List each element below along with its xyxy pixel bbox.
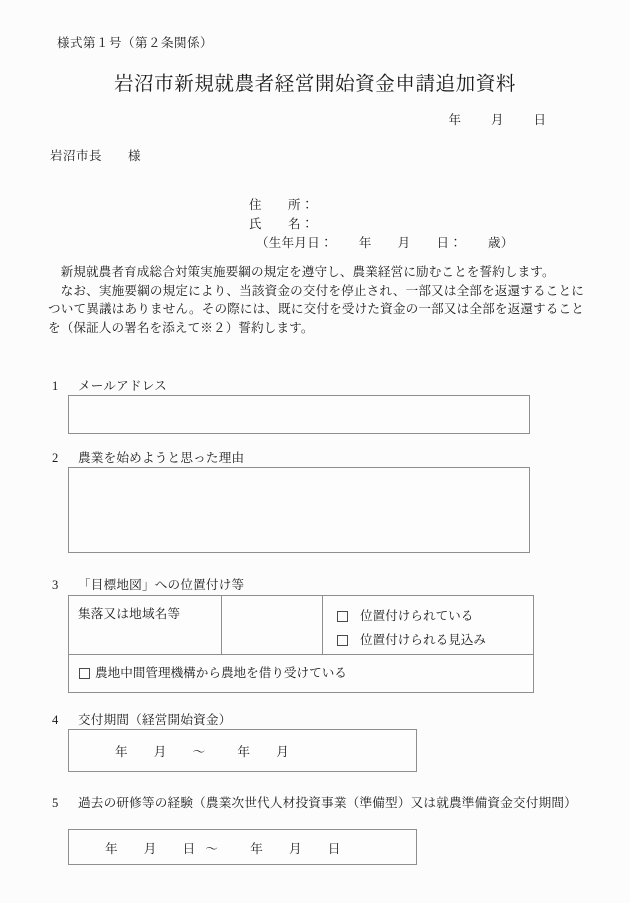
- item-4-start-month: 月: [153, 745, 167, 759]
- item-3-table: [68, 595, 534, 693]
- date-month-label: 月: [490, 113, 504, 127]
- date-year-label: 年: [448, 113, 461, 127]
- item-4-start-year: 年: [115, 745, 128, 759]
- item-5-start-month: 月: [143, 841, 157, 856]
- item-2-label: 農業を始めようと思った理由: [78, 451, 245, 465]
- item-4-end-year: 年: [237, 745, 251, 759]
- item-3-label: 「目標地図」への位置付け等: [78, 578, 245, 592]
- item-3-number: 3: [52, 578, 59, 592]
- item-5-end-day: 日: [327, 841, 341, 856]
- pledge-text: [48, 263, 584, 337]
- item-5-end-year: 年: [250, 841, 263, 856]
- item-3-checkbox-prospective[interactable]: [337, 628, 533, 652]
- checkbox-icon[interactable]: [337, 635, 348, 646]
- item-3-area-label: 集落又は地域名等: [78, 607, 181, 621]
- item-2-number: 2: [52, 451, 59, 465]
- pledge-paragraph-2: なお、実施要綱の規定により、当該資金の交付を停止され、一部又は全部を返還することについて異議はありません。その際には、既に交付を受けた資金の一部又は全部を返還することを（保証人の署名を添えて※２）誓約します。: [48, 283, 584, 335]
- checkbox-icon[interactable]: [79, 668, 90, 679]
- item-3-heading: [52, 577, 244, 595]
- item-4-end-month: 月: [276, 745, 289, 759]
- table-row: [69, 655, 534, 693]
- checkbox-icon[interactable]: [337, 611, 348, 622]
- item-4-period-input[interactable]: [68, 729, 417, 772]
- applicant-address-row: [249, 196, 514, 215]
- item-3-checkbox-3-label: 農地中間管理機構から農地を借り受けている: [95, 666, 347, 680]
- applicant-block: [249, 196, 514, 253]
- item-4-number: 4: [52, 713, 59, 727]
- item-2-heading: [52, 450, 244, 468]
- item-5-period-input[interactable]: [68, 829, 417, 865]
- item-5-end-month: 月: [288, 841, 302, 856]
- item-5-number: 5: [52, 796, 59, 810]
- item-3-checkbox-1-label: 位置付けられている: [360, 609, 474, 623]
- date-day-label: 日: [533, 113, 546, 127]
- item-5-start-day: 日: [182, 841, 196, 856]
- item-4-label: 交付期間（経営開始資金）: [78, 713, 232, 727]
- item-3-checkbox-land-bank[interactable]: [79, 663, 533, 683]
- birthdate-day-label: 日：: [436, 236, 463, 250]
- item-3-area-input[interactable]: [222, 596, 323, 655]
- submission-date-line: [0, 110, 630, 128]
- item-3-checkbox-2-label: 位置付けられる見込み: [360, 633, 486, 647]
- item-1-heading: [52, 378, 167, 396]
- applicant-name-row: [249, 215, 514, 234]
- item-5-start-year: 年: [105, 841, 118, 856]
- form-number: 様式第１号（第２条関係）: [57, 36, 214, 50]
- birthdate-age-label: 歳）: [488, 236, 514, 250]
- item-2-reason-input[interactable]: [68, 467, 530, 553]
- addressee: 岩沼市長 様: [50, 149, 142, 163]
- birthdate-month-label: 月: [397, 236, 411, 250]
- item-4-tilde: ～: [192, 745, 206, 759]
- item-4-heading: [52, 712, 232, 730]
- item-3-checkbox-positioned[interactable]: [337, 604, 533, 628]
- table-row: [69, 596, 534, 655]
- item-5-period-line: [69, 838, 341, 857]
- item-1-number: 1: [52, 379, 59, 393]
- item-5-heading: [52, 795, 577, 813]
- item-1-label: メールアドレス: [78, 379, 167, 393]
- applicant-birthdate-row: [249, 234, 514, 253]
- item-5-tilde: ～: [205, 841, 219, 856]
- birthdate-year-label: 年: [358, 236, 372, 250]
- item-4-period-line: [69, 741, 289, 760]
- item-3-bank-row: [69, 655, 533, 691]
- pledge-paragraph-1: 新規就農者育成総合対策実施要綱の規定を遵守し、農業経営に励むことを誓約します。: [60, 265, 555, 279]
- item-3-checkbox-group: [323, 596, 533, 652]
- applicant-name-label: 氏 名：: [249, 217, 315, 231]
- item-5-label: 過去の研修等の経験（農業次世代人材投資事業（準備型）又は就農準備資金交付期間）: [78, 796, 577, 810]
- item-1-email-input[interactable]: [68, 395, 530, 434]
- applicant-address-label: 住 所：: [249, 198, 315, 212]
- birthdate-prefix: （生年月日：: [256, 236, 333, 250]
- page-title: 岩沼市新規就農者経営開始資金申請追加資料: [113, 74, 516, 95]
